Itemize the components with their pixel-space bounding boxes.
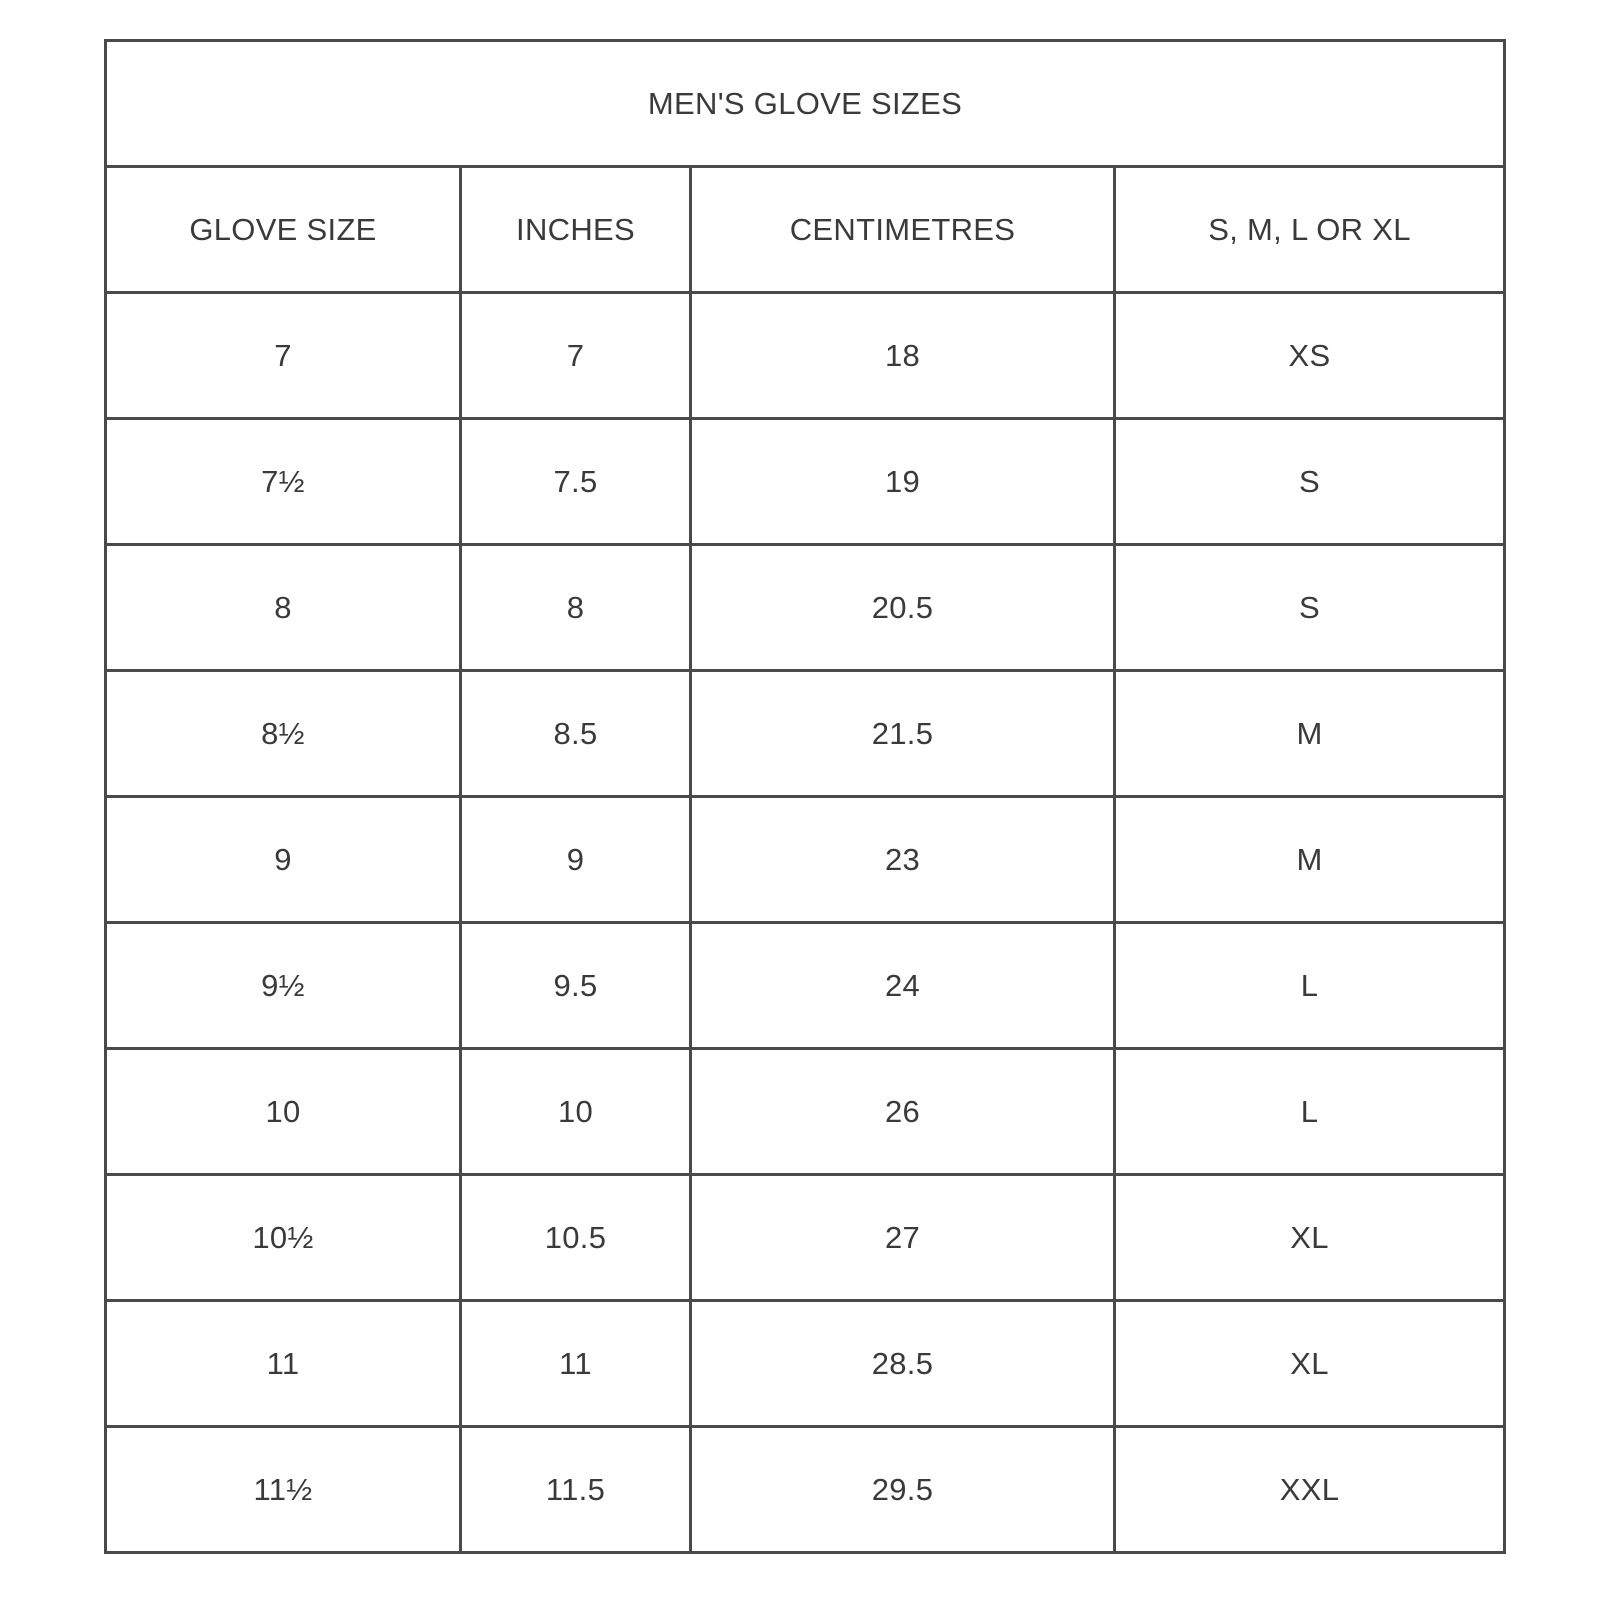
cell-centimetres: 19 — [691, 419, 1115, 545]
cell-inches: 9 — [461, 797, 691, 923]
cell-glove-size: 10½ — [106, 1175, 461, 1301]
cell-glove-size: 7 — [106, 293, 461, 419]
cell-letter-size: L — [1115, 923, 1505, 1049]
cell-letter-size: XL — [1115, 1175, 1505, 1301]
header-centimetres: CENTIMETRES — [691, 167, 1115, 293]
cell-centimetres: 26 — [691, 1049, 1115, 1175]
table-row — [106, 797, 1505, 923]
cell-glove-size: 7½ — [106, 419, 461, 545]
table-row — [106, 293, 1505, 419]
cell-letter-size: L — [1115, 1049, 1505, 1175]
cell-inches: 8 — [461, 545, 691, 671]
cell-centimetres: 27 — [691, 1175, 1115, 1301]
glove-size-table — [104, 39, 1506, 1554]
table-row — [106, 671, 1505, 797]
header-inches: INCHES — [461, 167, 691, 293]
cell-glove-size: 10 — [106, 1049, 461, 1175]
cell-inches: 7 — [461, 293, 691, 419]
cell-glove-size: 8½ — [106, 671, 461, 797]
cell-letter-size: S — [1115, 545, 1505, 671]
header-row — [106, 167, 1505, 293]
cell-centimetres: 24 — [691, 923, 1115, 1049]
cell-inches: 11 — [461, 1301, 691, 1427]
table-row — [106, 545, 1505, 671]
cell-inches: 11.5 — [461, 1427, 691, 1553]
cell-inches: 7.5 — [461, 419, 691, 545]
table-row — [106, 1049, 1505, 1175]
cell-inches: 9.5 — [461, 923, 691, 1049]
cell-inches: 10.5 — [461, 1175, 691, 1301]
title-row — [106, 41, 1505, 167]
cell-glove-size: 9½ — [106, 923, 461, 1049]
table-row — [106, 1301, 1505, 1427]
cell-letter-size: M — [1115, 671, 1505, 797]
cell-centimetres: 21.5 — [691, 671, 1115, 797]
cell-glove-size: 8 — [106, 545, 461, 671]
cell-centimetres: 28.5 — [691, 1301, 1115, 1427]
table-row — [106, 1427, 1505, 1553]
cell-centimetres: 29.5 — [691, 1427, 1115, 1553]
cell-letter-size: S — [1115, 419, 1505, 545]
cell-glove-size: 9 — [106, 797, 461, 923]
cell-glove-size: 11½ — [106, 1427, 461, 1553]
table-row — [106, 419, 1505, 545]
cell-letter-size: XXL — [1115, 1427, 1505, 1553]
cell-letter-size: XL — [1115, 1301, 1505, 1427]
cell-centimetres: 23 — [691, 797, 1115, 923]
table-row — [106, 923, 1505, 1049]
header-glove-size: GLOVE SIZE — [106, 167, 461, 293]
cell-inches: 8.5 — [461, 671, 691, 797]
cell-letter-size: M — [1115, 797, 1505, 923]
table-row — [106, 1175, 1505, 1301]
cell-inches: 10 — [461, 1049, 691, 1175]
table-title: MEN'S GLOVE SIZES — [106, 41, 1505, 167]
header-letter-size: S, M, L OR XL — [1115, 167, 1505, 293]
cell-letter-size: XS — [1115, 293, 1505, 419]
cell-centimetres: 18 — [691, 293, 1115, 419]
cell-centimetres: 20.5 — [691, 545, 1115, 671]
cell-glove-size: 11 — [106, 1301, 461, 1427]
